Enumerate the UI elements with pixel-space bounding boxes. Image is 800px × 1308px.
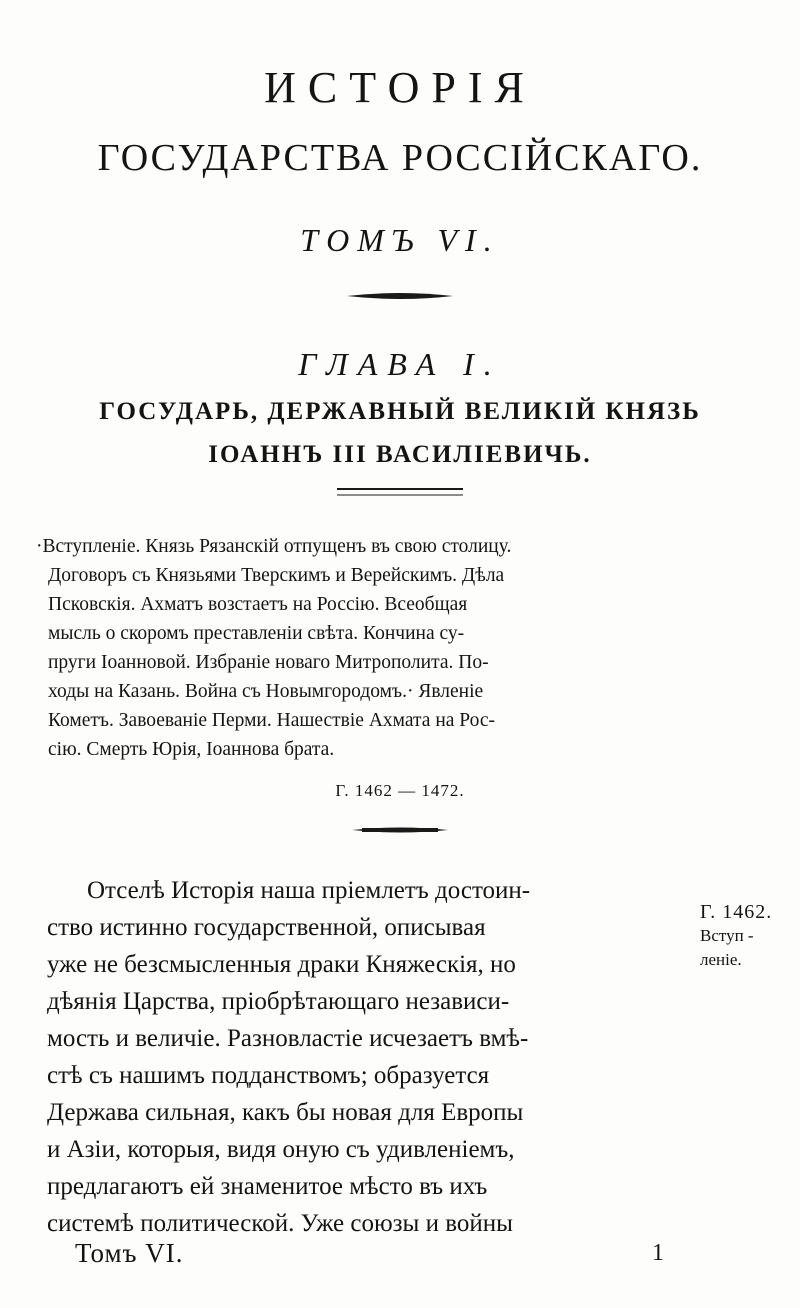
footer-signature: Томъ VI.: [75, 1238, 184, 1268]
body-line: мость и величіе. Разновластіе исчезаетъ вмѣ-: [47, 1025, 529, 1052]
body-line: системѣ политической. Уже союзы и войны: [47, 1210, 513, 1237]
body-line: и Азіи, которыя, видя оную съ удивленіемъ,: [47, 1136, 515, 1163]
body-line: Держава сильная, какъ бы новая для Европы: [47, 1099, 524, 1126]
summary-line: мысль о скоромъ преставленіи свѣта. Кончина су-: [48, 623, 465, 644]
margin-note-line2: леніе.: [700, 950, 742, 969]
summary-line: ·Вступленіе. Князь Рязанскій отпущенъ въ свою столицу.: [36, 536, 512, 557]
ornament-rule-icon: [345, 286, 455, 306]
chapter-subtitle-line2: ІОАННЪ III ВАСИЛІЕВИЧЬ.: [208, 441, 592, 468]
chapter-subtitle-line1: ГОСУДАРЬ, ДЕРЖАВНЫЙ ВЕЛИКІЙ КНЯЗЬ: [99, 398, 701, 425]
ornament-divider-bottom: [0, 820, 800, 840]
summary-line: пруги Іоанновой. Избраніе новаго Митрополита. По-: [48, 652, 489, 673]
body-line: уже не безсмысленныя драки Княжескія, но: [47, 951, 516, 978]
ornament-divider-top: [0, 286, 800, 306]
body-text: [47, 872, 697, 1242]
body-line: ство истинно государственной, описывая: [47, 914, 486, 941]
body-line: дѣянія Царства, пріобрѣтающаго независи-: [47, 988, 510, 1015]
double-rule-divider: [0, 482, 800, 502]
summary-line: Кометъ. Завоеваніе Перми. Нашествіе Ахмата на Рос-: [48, 710, 496, 731]
margin-note-line1: Вступ -: [700, 926, 754, 945]
body-line: стѣ съ нашимъ подданствомъ; образуется: [47, 1062, 490, 1089]
body-line: предлагаютъ ей знаменитое мѣсто въ ихъ: [47, 1173, 488, 1200]
summary-line: сію. Смерть Юрія, Іоаннова брата.: [48, 739, 335, 760]
chapter-summary: [36, 532, 726, 764]
volume-heading: ТОМЪ VI.: [300, 222, 500, 258]
book-title-line1: ИСТОРІЯ: [264, 63, 536, 112]
margin-note-year: Г. 1462.: [700, 901, 773, 923]
margin-note: [700, 900, 796, 972]
year-range: Г. 1462 — 1472.: [335, 781, 465, 800]
ornament-bar-icon: [350, 820, 450, 840]
book-title-line2: ГОСУДАРСТВА РОССІЙСКАГО.: [97, 137, 703, 179]
summary-line: ходы на Казань. Война съ Новымгородомъ.· Явленіе: [48, 681, 484, 702]
chapter-heading: ГЛАВА I.: [298, 346, 502, 382]
double-rule-icon: [335, 482, 465, 502]
summary-line: Псковскія. Ахматъ возстаетъ на Россію. Всеобщая: [48, 594, 468, 615]
summary-line: Договоръ съ Князьями Тверскимъ и Верейскимъ. Дѣла: [48, 565, 505, 586]
body-line: Отселѣ Исторія наша пріемлетъ достоин-: [87, 877, 531, 904]
page-number: 1: [652, 1240, 664, 1266]
